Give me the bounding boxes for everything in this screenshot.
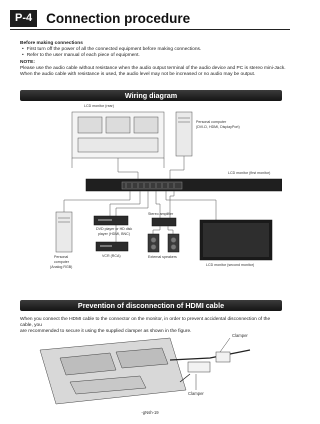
clamper-art (20, 330, 282, 408)
page-title: Connection procedure (46, 10, 191, 26)
note-line: When the audio cable with resistance is used, the audio level may not be increased or no audio may be output. (20, 72, 256, 78)
bullet-item: • Refer to the user manual of each piece of equipment. (20, 53, 292, 59)
label-speakers: External speakers (148, 255, 177, 259)
intro-section (20, 41, 292, 78)
label-dvd-ports: player (HDMI, BNC) (98, 232, 130, 236)
monitor-back (40, 338, 186, 404)
hdmi-text-line: are recommended to secure it using the supplied clamper as shown in the figure. (20, 329, 192, 335)
label-dvd: DVD player or HD disk (96, 227, 133, 231)
section-tag: P-4 (10, 10, 37, 27)
label-pc-digital-ports: (DVI-D, HDMI, DisplayPort) (196, 125, 240, 129)
label-clamper-bottom: Clamper (188, 391, 204, 396)
stereo-amplifier (152, 218, 176, 226)
lcd-first-monitor (86, 179, 282, 191)
label-pc-analog: Personal (54, 255, 69, 259)
wiring-diagram (20, 104, 282, 292)
label-pc-analog-2: computer (54, 260, 69, 264)
page-header (10, 9, 290, 27)
label-lcd-rear: LCD monitor (rear) (84, 104, 114, 108)
hdmi-clamper-diagram (20, 330, 282, 408)
label-lcd-first: LCD monitor (first monitor) (228, 171, 271, 175)
label-amplifier: Stereo amplifier (148, 212, 174, 216)
note-line: Please use the audio cable without resistance when the audio output terminal of the audio device and PC is stereo mini-Jack. (20, 65, 286, 71)
label-vcr: VCR (RCA) (102, 254, 121, 258)
note-heading: NOTE: (20, 59, 35, 65)
page-number: -gNsh-19 (141, 410, 159, 415)
clamper-piece (188, 362, 210, 372)
bullet-item: • First turn off the power of all the connected equipment before making connections. (20, 47, 292, 53)
title-rule (10, 29, 290, 30)
label-clamper-top: Clamper (232, 333, 248, 338)
label-pc-digital: Personal computer (196, 120, 227, 124)
label-lcd-second: LCD monitor (second monitor) (206, 263, 255, 267)
hdmi-text-line: When you connect the HDMI cable to the connector on the monitor, in order to prevent accidental disconnection of the cable, you (20, 317, 271, 329)
wiring-diagram-banner: Wiring diagram (20, 90, 282, 101)
hdmi-banner: Prevention of disconnection of HDMI cable (20, 300, 282, 311)
pc-tower-digital (176, 112, 192, 156)
before-connections-heading: Before making connections (20, 41, 83, 46)
label-pc-analog-type: (Analog RGB) (50, 265, 73, 269)
